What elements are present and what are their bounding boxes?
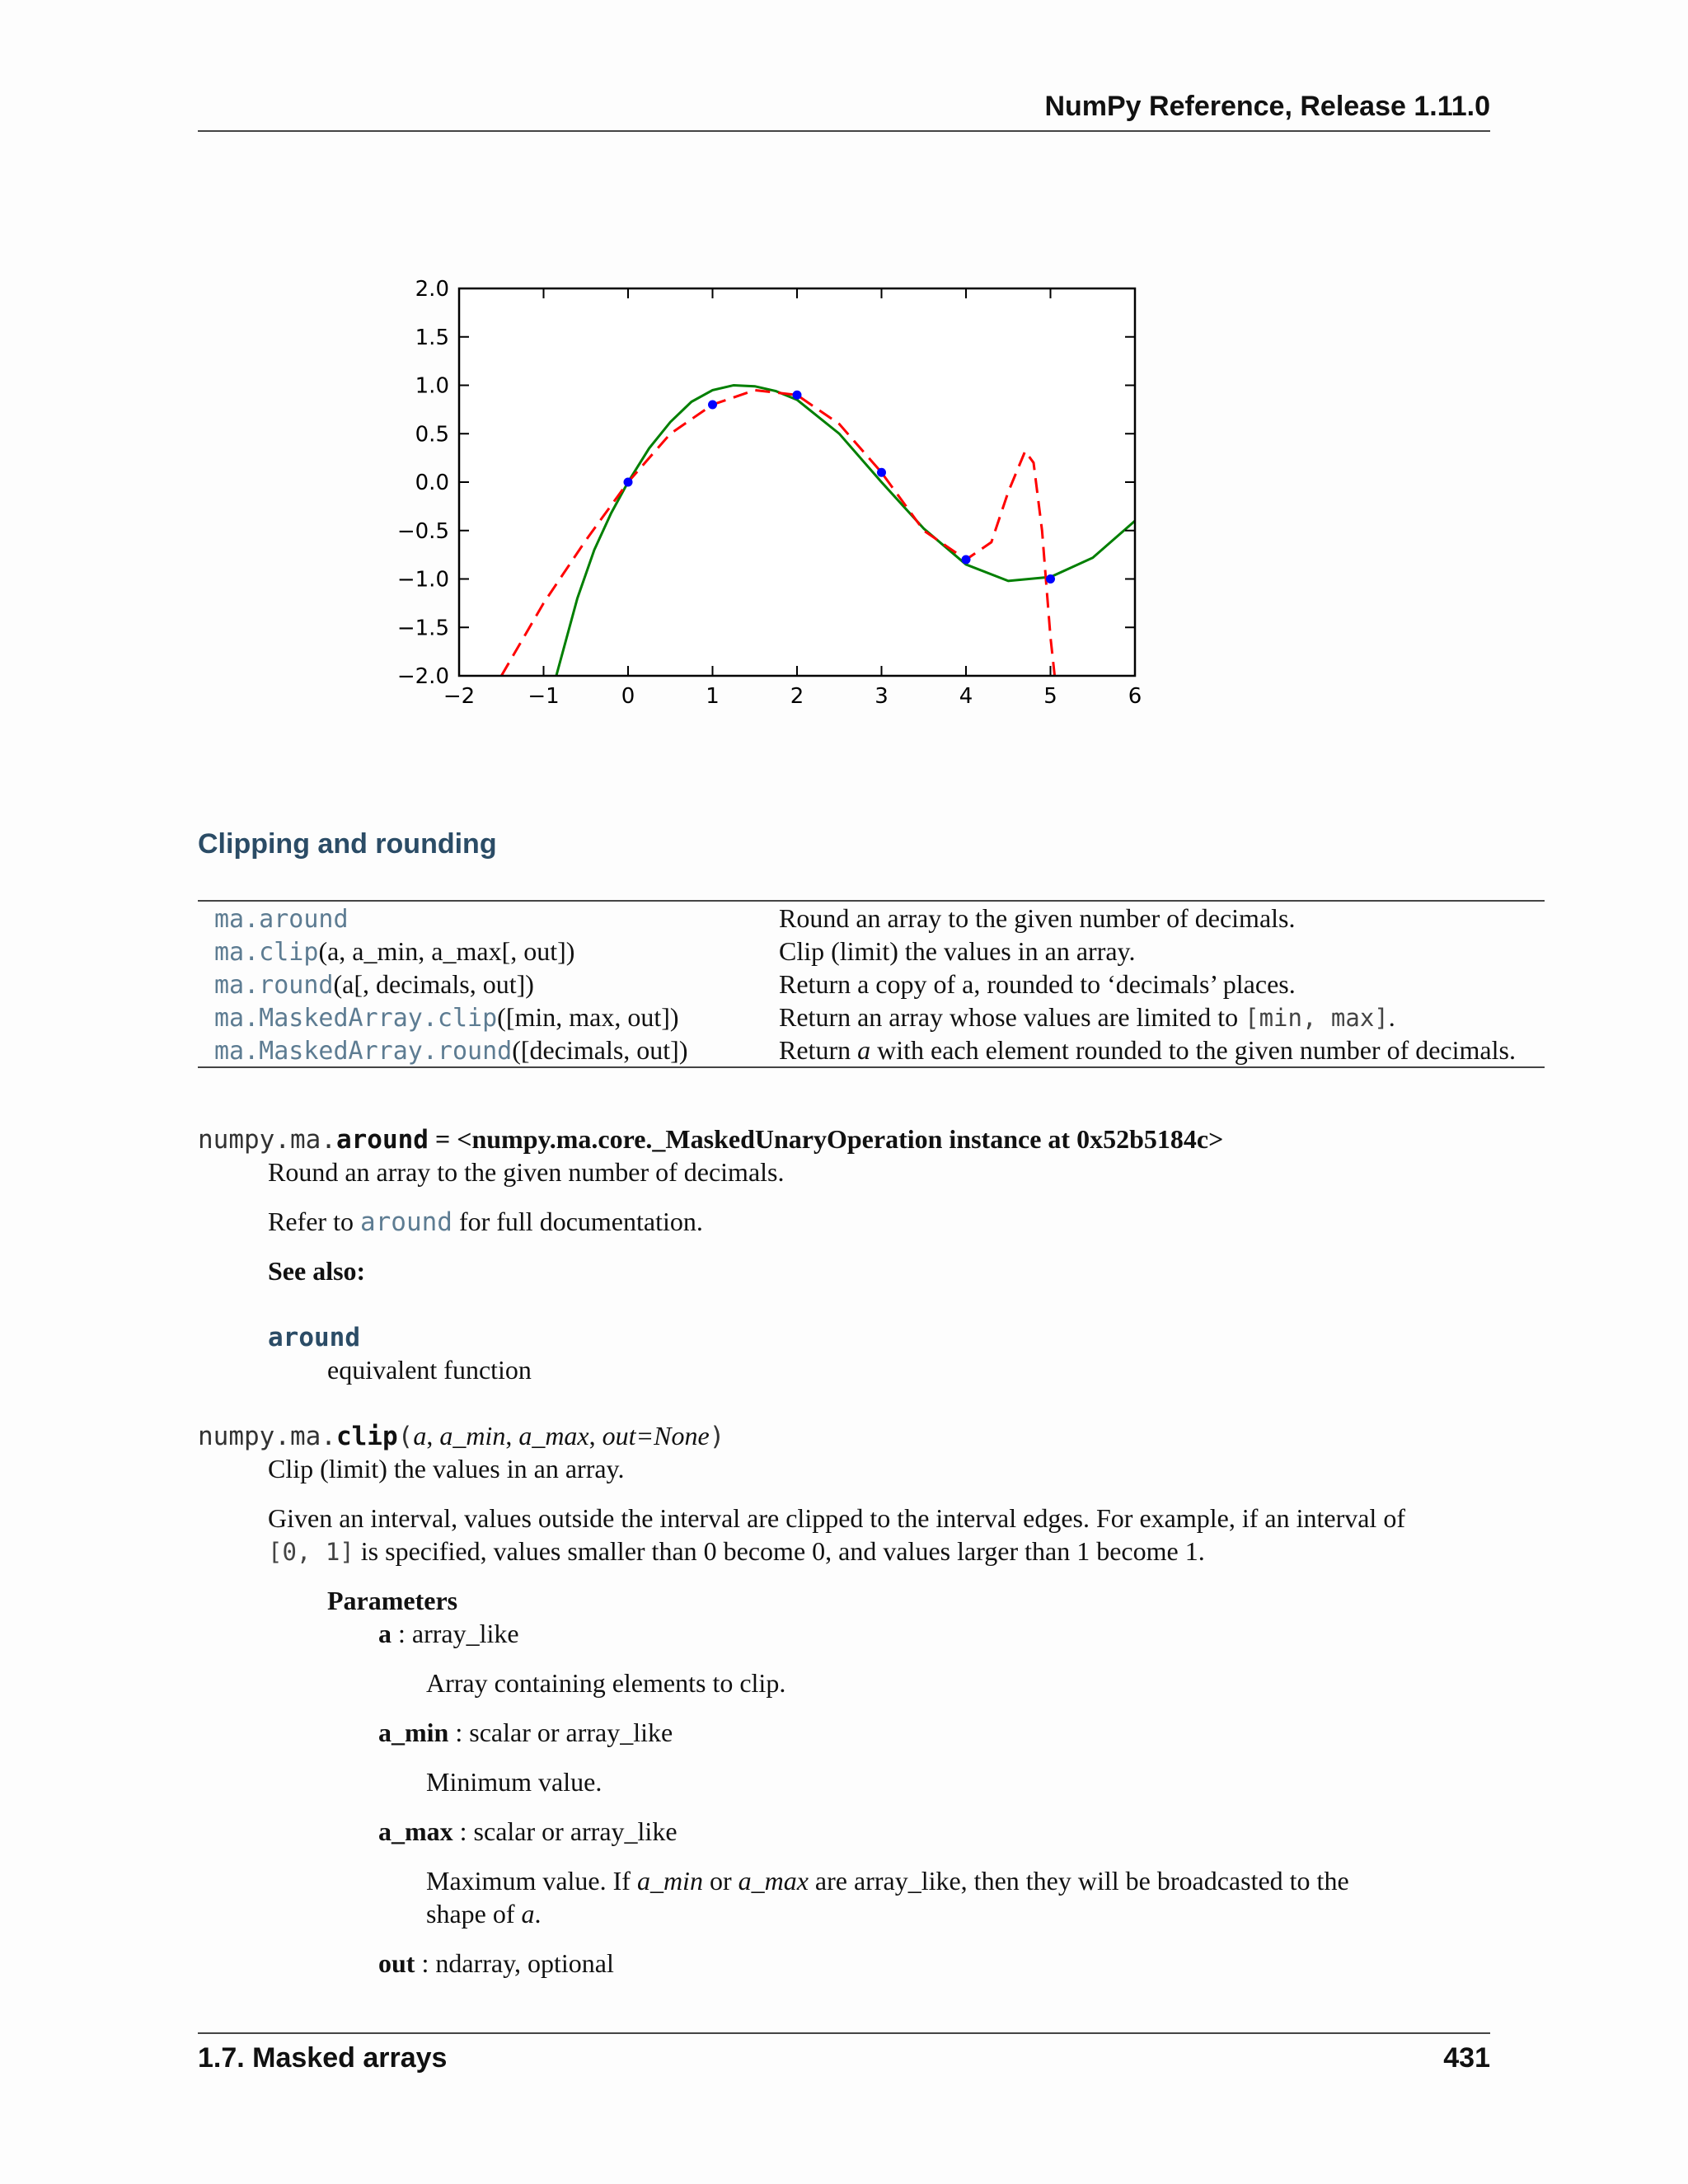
param-out xyxy=(378,1947,1598,1980)
summary-row xyxy=(198,935,1545,968)
y-tick-label: 1.0 xyxy=(415,373,449,399)
around-sig-prefix: numpy.ma. xyxy=(198,1125,336,1155)
summary-func-cell xyxy=(198,1001,762,1033)
x-tick-label: 1 xyxy=(706,684,720,709)
y-tick-label: 0.0 xyxy=(415,471,449,495)
summary-row xyxy=(198,1033,1545,1067)
param-amax-desc3: shape of xyxy=(426,1899,522,1929)
summary-desc-ital: a xyxy=(857,1034,871,1065)
summary-func-link[interactable]: ma.round xyxy=(214,970,334,1000)
param-a-desc: Array containing elements to clip. xyxy=(426,1668,786,1698)
y-tick-label: −2.0 xyxy=(396,664,449,689)
summary-func-link[interactable]: ma.MaskedArray.clip xyxy=(214,1003,498,1033)
page-header-title: NumPy Reference, Release 1.11.0 xyxy=(1044,91,1490,122)
x-tick-label: 6 xyxy=(1128,684,1142,709)
summary-desc-cell xyxy=(762,1033,1545,1067)
data-point xyxy=(624,478,633,487)
summary-desc-pre: Round an array to the given number of decimals. xyxy=(779,902,1296,933)
header-rule xyxy=(198,130,1490,132)
x-tick-label: 0 xyxy=(621,684,635,709)
param-a xyxy=(378,1617,1598,1650)
see-also-entry xyxy=(268,1320,1488,1354)
clip-desc-line2-text: is specified, values smaller than 0 become 0, and values larger than 1 become 1. xyxy=(354,1536,1205,1566)
clip-sig-prefix: numpy.ma. xyxy=(198,1422,336,1451)
see-also-label: See also: xyxy=(268,1256,366,1286)
summary-desc-post: . xyxy=(1388,1001,1395,1032)
summary-func-args: (a[, decimals, out]) xyxy=(333,968,534,999)
summary-func-cell xyxy=(198,968,762,1001)
param-amin-desc: Minimum value. xyxy=(426,1767,603,1797)
example-plot xyxy=(396,264,1154,725)
summary-row xyxy=(198,968,1545,1001)
summary-desc-pre: Return a copy of a, rounded to ‘decimals’ places. xyxy=(779,968,1296,999)
x-tick-label: 4 xyxy=(959,684,973,709)
clip-sig-name: clip xyxy=(335,1422,398,1451)
around-refer xyxy=(268,1205,1488,1239)
param-a-type: : array_like xyxy=(392,1619,519,1648)
clip-signature: numpy.ma.clip(a, a_min, a_max, out=None) xyxy=(198,1421,725,1451)
param-amax-i2: a_max xyxy=(738,1866,809,1896)
data-point xyxy=(1046,574,1055,583)
clip-sig-amin: a_min xyxy=(439,1421,506,1451)
around-signature xyxy=(198,1122,1533,1156)
param-amax-desc xyxy=(426,1864,1498,1930)
y-tick-label: −1.5 xyxy=(396,616,449,641)
summary-desc-cell xyxy=(762,968,1545,1001)
footer-page-number: 431 xyxy=(1443,2042,1490,2074)
clip-desc-line1: Given an interval, values outside the interval are clipped to the interval edges. For example, if an interval of xyxy=(268,1503,1405,1533)
around-refer-link[interactable]: around xyxy=(359,1207,452,1237)
param-amax-i1: a_min xyxy=(636,1866,703,1896)
see-also-desc: equivalent function xyxy=(327,1355,532,1385)
x-tick-label: 5 xyxy=(1043,684,1057,709)
param-amax-type: : scalar or array_like xyxy=(452,1816,678,1846)
x-tick-label: 3 xyxy=(874,684,889,709)
summary-func-cell xyxy=(198,935,762,968)
param-out-type: : ndarray, optional xyxy=(415,1948,614,1978)
plot-area xyxy=(459,288,1135,676)
summary-row xyxy=(198,1001,1545,1033)
summary-func-link[interactable]: ma.MaskedArray.round xyxy=(214,1036,513,1066)
summary-func-args: ([min, max, out]) xyxy=(497,1001,679,1032)
summary-desc-post: with each element rounded to the given number of decimals. xyxy=(870,1034,1516,1065)
param-amin-type: : scalar or array_like xyxy=(448,1718,673,1747)
clip-summary: Clip (limit) the values in an array. xyxy=(268,1454,625,1483)
param-amin-name: a_min xyxy=(378,1718,449,1747)
summary-row xyxy=(198,901,1545,935)
clip-sig-out: out=None xyxy=(602,1421,710,1451)
clip-desc-line2 xyxy=(268,1535,1488,1568)
section-title: Clipping and rounding xyxy=(198,828,497,860)
summary-func-cell xyxy=(198,901,762,935)
summary-desc-cell xyxy=(762,1001,1545,1033)
around-sig-name: around xyxy=(335,1125,429,1155)
x-tick-label: −1 xyxy=(528,684,560,709)
clip-desc-code: [0, 1] xyxy=(268,1538,354,1566)
param-amax-desc1: Maximum value. If xyxy=(426,1866,637,1896)
summary-desc-pre: Return an array whose values are limited to xyxy=(779,1001,1245,1032)
param-amax-or: or xyxy=(702,1866,738,1896)
around-refer-pre: Refer to xyxy=(268,1207,360,1236)
data-point xyxy=(877,468,886,477)
summary-desc-cell xyxy=(762,935,1545,968)
clip-sig-a: a xyxy=(413,1421,427,1451)
y-tick-label: −1.0 xyxy=(396,567,449,593)
param-a-name: a xyxy=(378,1619,392,1648)
summary-func-cell xyxy=(198,1033,762,1067)
param-amin xyxy=(378,1716,1598,1749)
around-summary: Round an array to the given number of decimals. xyxy=(268,1157,785,1187)
param-amax-i3: a xyxy=(521,1899,535,1929)
data-point xyxy=(962,555,971,565)
summary-func-link[interactable]: ma.clip xyxy=(214,937,319,967)
clip-sig-close: ) xyxy=(709,1422,725,1451)
summary-desc-code: [min, max] xyxy=(1245,1003,1389,1032)
param-amax-desc2: are array_like, then they will be broadcasted to the xyxy=(808,1866,1349,1896)
x-tick-label: 2 xyxy=(790,684,804,709)
param-out-name: out xyxy=(378,1948,415,1978)
param-amax-desc4: . xyxy=(534,1899,542,1929)
footer-section: 1.7. Masked arrays xyxy=(198,2042,448,2074)
around-refer-post: for full documentation. xyxy=(452,1207,703,1236)
param-amax-name: a_max xyxy=(378,1816,453,1846)
y-tick-label: 1.5 xyxy=(415,325,449,350)
summary-func-args: (a, a_min, a_max[, out]) xyxy=(318,935,575,966)
params-title: Parameters xyxy=(327,1586,458,1615)
y-tick-label: 0.5 xyxy=(415,422,449,448)
data-point xyxy=(708,401,717,410)
x-tick-label: −2 xyxy=(443,684,476,709)
y-tick-label: −0.5 xyxy=(396,518,449,544)
summary-func-link[interactable]: ma.around xyxy=(214,904,349,934)
summary-func-args: ([decimals, out]) xyxy=(512,1034,688,1065)
footer-rule xyxy=(198,2032,1490,2034)
param-amax xyxy=(378,1815,1598,1848)
summary-table xyxy=(198,900,1545,1068)
around-sig-rest: = <numpy.ma.core._MaskedUnaryOperation instance at 0x52b5184c> xyxy=(428,1124,1224,1154)
summary-desc-cell xyxy=(762,901,1545,935)
data-point xyxy=(793,391,802,400)
see-also-link[interactable]: around xyxy=(268,1323,360,1352)
summary-desc-pre: Clip (limit) the values in an array. xyxy=(779,935,1136,966)
clip-sig-amax: a_max xyxy=(518,1421,589,1451)
y-tick-label: 2.0 xyxy=(415,277,449,302)
clip-sig-open: ( xyxy=(397,1422,414,1451)
summary-desc-pre: Return xyxy=(779,1034,858,1065)
